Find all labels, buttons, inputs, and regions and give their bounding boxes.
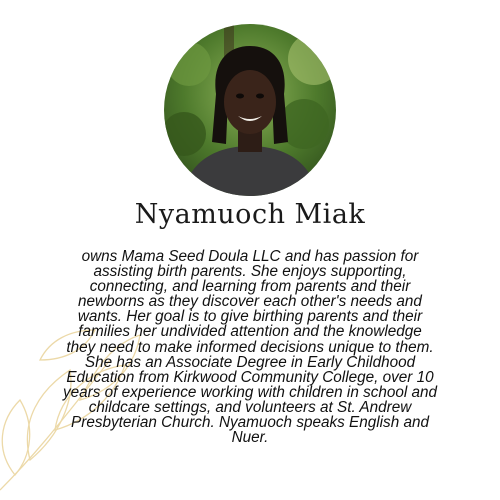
- bio-line: owns Mama Seed Doula LLC and has passion for: [81, 248, 419, 265]
- profile-name: Nyamuoch Miak: [134, 199, 366, 230]
- bio-line: assisting birth parents. She enjoys supporting,: [93, 263, 407, 281]
- bio-line: wants. Her goal is to give birthing parents and their: [77, 308, 423, 326]
- bio-line: newborns as they discover each other's needs and: [78, 293, 422, 311]
- bio-line: childcare settings, and volunteers at St. Andrew: [88, 398, 412, 416]
- bio-line: Education from Kirkwood Community College, over 10: [66, 368, 434, 386]
- bio-line: years of experience working with children in school and: [62, 383, 438, 401]
- bio-line: they need to make informed decisions unique to them.: [66, 338, 434, 356]
- bio-line: Nuer.: [231, 429, 269, 447]
- profile-photo: [164, 24, 336, 196]
- bio-line: connecting, and learning from parents and their: [89, 278, 411, 296]
- bio-line: families her undivided attention and the knowledge: [78, 323, 422, 341]
- bio-line: She has an Associate Degree in Early Childhood: [84, 353, 416, 371]
- bio-line: Presbyterian Church. Nyamuoch speaks English and: [71, 414, 429, 432]
- profile-bio: [18, 249, 482, 445]
